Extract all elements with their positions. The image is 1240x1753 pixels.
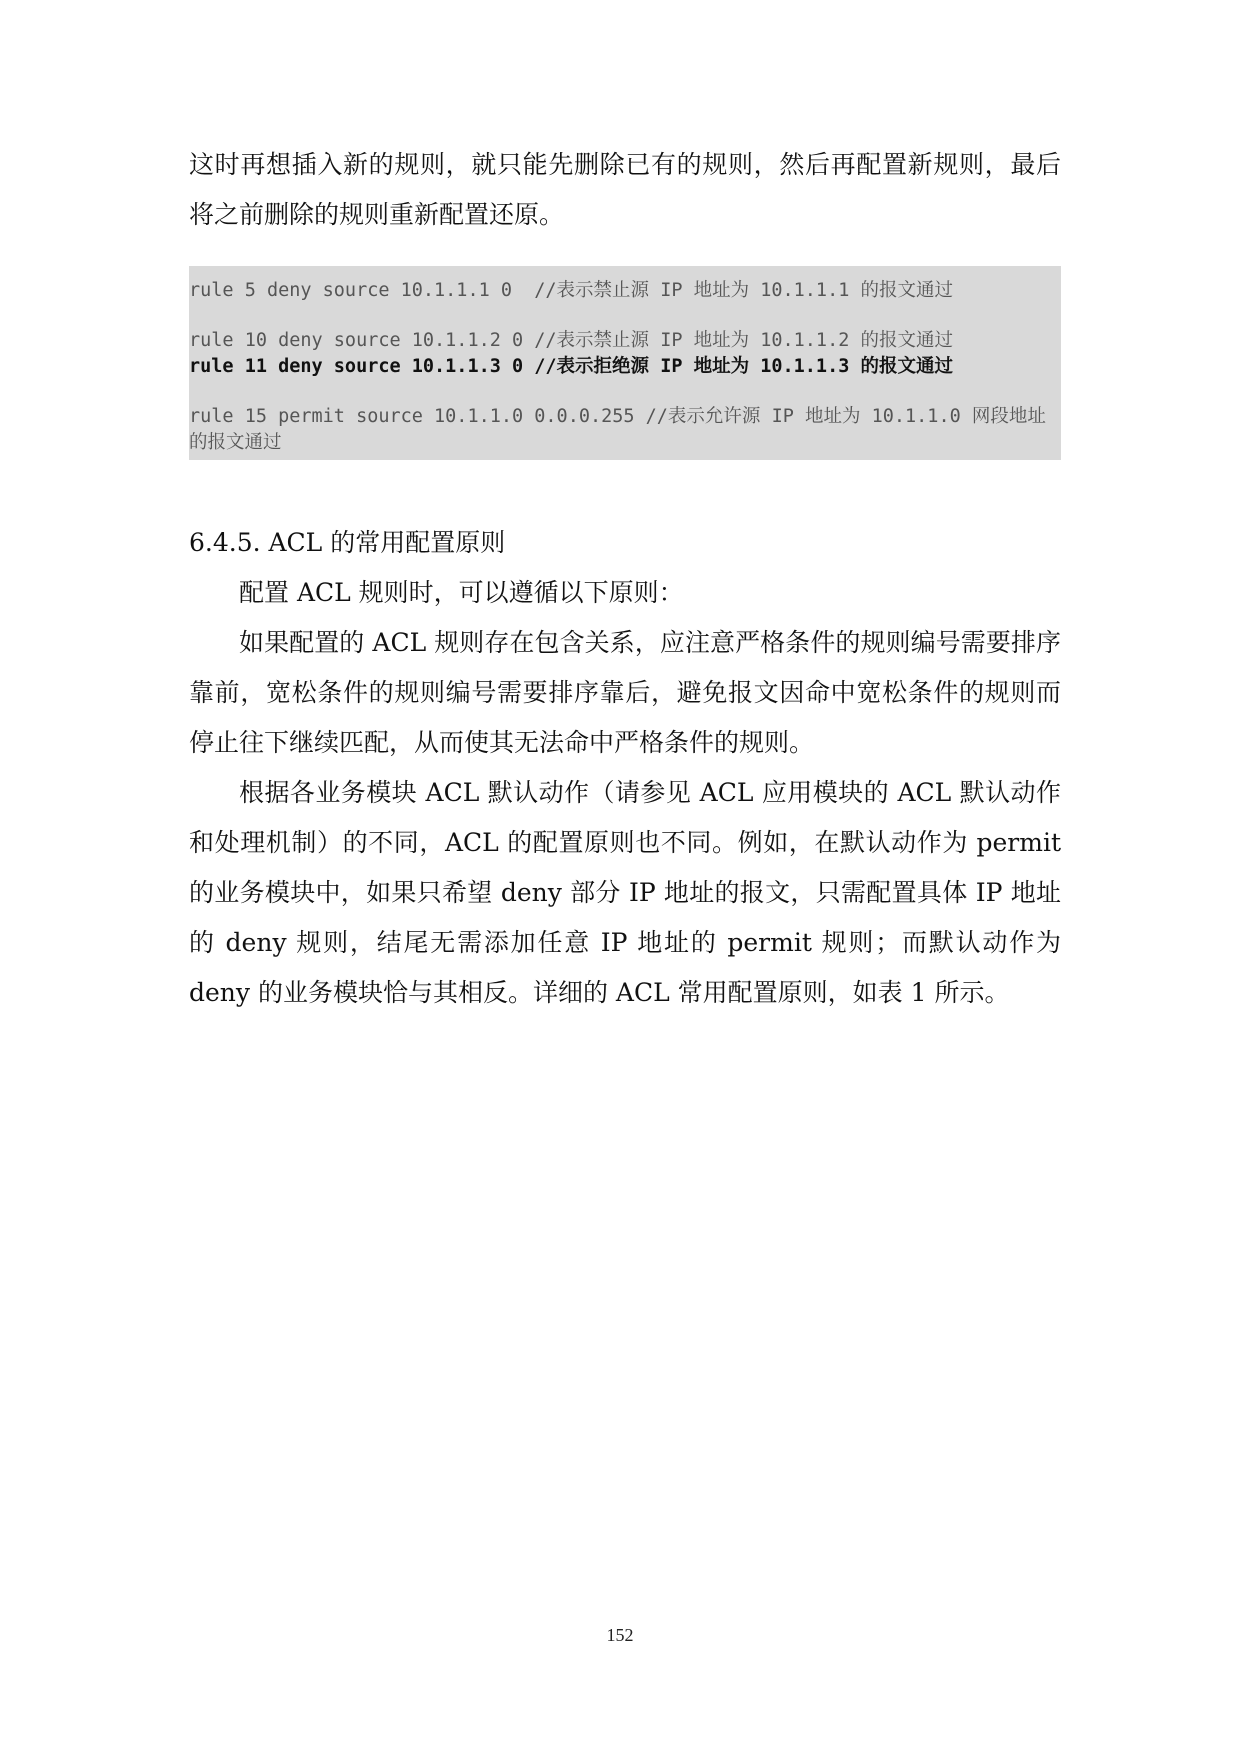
page-body — [189, 140, 1061, 1018]
page-number: 152 — [606, 1625, 634, 1645]
section-paragraph-rule-order: 如果配置的 ACL 规则存在包含关系，应注意严格条件的规则编号需要排序靠前，宽松条件的规则编号需要排序靠后，避免报文因命中宽松条件的规则而停止往下继续匹配，从而使其无法命中严格条件的规则。 — [189, 628, 1061, 757]
section-paragraph-default-action: 根据各业务模块 ACL 默认动作（请参见 ACL 应用模块的 ACL 默认动作和处理机制）的不同，ACL 的配置原则也不同。例如，在默认动作为 permit 的业务模块中，如果只希望 deny 部分 IP 地址的报文，只需配置具体 IP 地址的 deny 规则，结尾无需添加任意 IP 地址的 permit 规则；而默认动作为 deny 的业务模块恰与其相反。详细的 ACL 常用配置原则，如表 1 所示。 — [189, 778, 1061, 1007]
code-block — [189, 266, 1061, 460]
section-heading: 6.4.5. ACL 的常用配置原则 — [189, 528, 506, 557]
code-line-rule-11: rule 11 deny source 10.1.1.3 0 //表示拒绝源 IP 地址为 10.1.1.3 的报文通过 — [189, 356, 953, 377]
intro-paragraph: 这时再想插入新的规则，就只能先删除已有的规则，然后再配置新规则，最后将之前删除的规则重新配置还原。 — [189, 150, 1061, 229]
section-paragraph-principles-intro: 配置 ACL 规则时，可以遵循以下原则： — [239, 578, 684, 607]
code-line-rule-10: rule 10 deny source 10.1.1.2 0 //表示禁止源 IP 地址为 10.1.1.2 的报文通过 — [189, 330, 953, 351]
code-line-rule-5: rule 5 deny source 10.1.1.1 0 //表示禁止源 IP 地址为 10.1.1.1 的报文通过 — [189, 280, 953, 301]
code-line-rule-15: rule 15 permit source 10.1.1.0 0.0.0.255 //表示允许源 IP 地址为 10.1.1.0 网段地址的报文通过 — [189, 406, 1046, 453]
